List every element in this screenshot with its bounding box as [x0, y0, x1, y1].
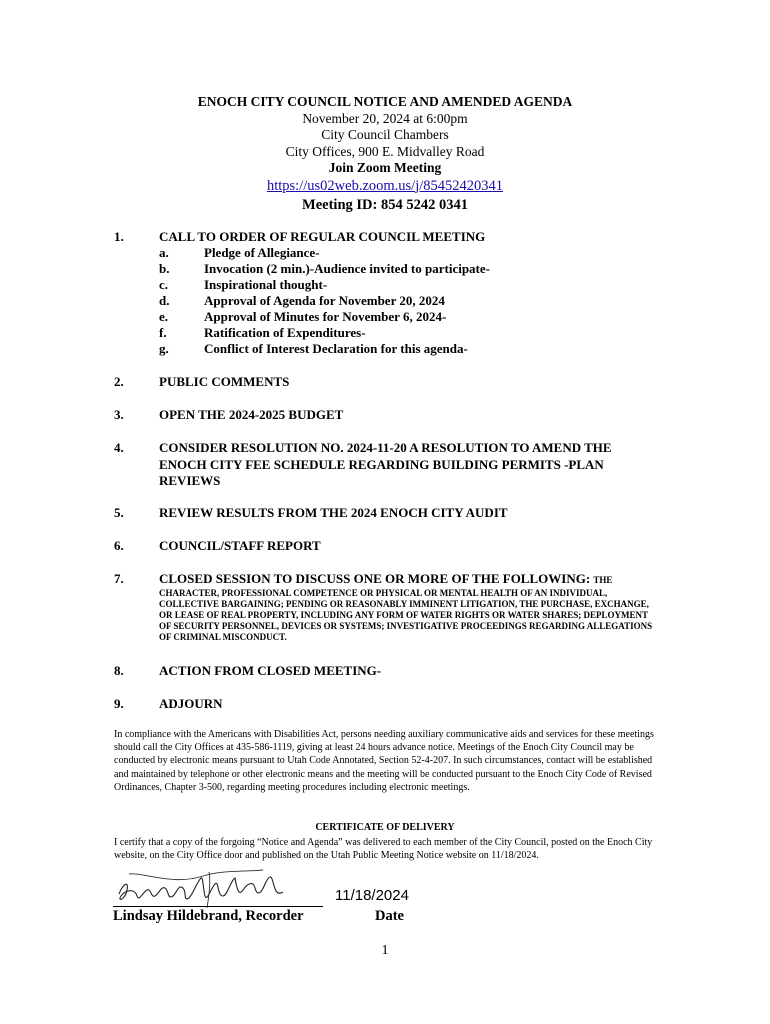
item-number: 7.: [114, 571, 124, 586]
item-text: ADJOURN: [159, 696, 223, 711]
closed-session-heading: CLOSED SESSION TO DISCUSS ONE OR MORE OF THE FOLLOWING:: [159, 571, 594, 586]
subitem-letter: g.: [159, 341, 169, 356]
subitem-letter: a.: [159, 245, 169, 260]
ada-notice: In compliance with the Americans with Disabilities Act, persons needing auxiliary communicative aids and services for these meetings should call the City Offices at 435-586-1119, giving at least 24 hours advance notice. Meetings of the Enoch City Council may be conducted by electronic means pursuant to Utah Code Annotated, Section 52-4-207. In such circumstances, contact will be established and maintained by telephone or other electronic means and the meeting will be conducted pursuant to the Enoch City Code of Revised Ordinances, Chapter 3-500, regarding meeting procedures including electronic meetings.: [114, 729, 654, 793]
item-number: 3.: [114, 407, 124, 422]
subitem-text: Approval of Agenda for November 20, 2024: [204, 293, 445, 308]
subitem-letter: e.: [159, 309, 169, 324]
subitem-text: Inspirational thought-: [204, 277, 328, 292]
item-number: 9.: [114, 696, 124, 711]
item-text: CONSIDER RESOLUTION NO. 2024-11-20 A RESOLUTION TO AMEND THE ENOCH CITY FEE SCHEDULE REGARDING BUILDING PERMITS -PLAN REVIEWS: [159, 440, 612, 488]
subitem-text: Ratification of Expenditures-: [204, 325, 366, 340]
signer-name: Lindsay Hildebrand, Recorder: [113, 908, 304, 924]
meeting-location: City Council Chambers: [321, 127, 449, 142]
date-label: Date: [375, 908, 404, 924]
certificate-title: CERTIFICATE OF DELIVERY: [315, 822, 455, 833]
zoom-label: Join Zoom Meeting: [328, 160, 442, 175]
item-text: PUBLIC COMMENTS: [159, 374, 290, 389]
subitem-text: Pledge of Allegiance-: [204, 245, 320, 260]
subitem-letter: f.: [159, 325, 167, 340]
signature-line: [113, 906, 323, 907]
meeting-address: City Offices, 900 E. Midvalley Road: [285, 143, 485, 159]
agenda-title: ENOCH CITY COUNCIL NOTICE AND AMENDED AGENDA: [197, 94, 573, 109]
item-number: 8.: [114, 663, 124, 678]
item-text: COUNCIL/STAFF REPORT: [159, 538, 321, 553]
closed-session-detail: CHARACTER, PROFESSIONAL COMPETENCE OR PHYSICAL OR MENTAL HEALTH OF AN INDIVIDUAL, COLLECTIVE BARGAINING; PENDING OR REASONABLY IMMINENT LITIGATION, THE PURCHASE, EXCHANGE, OR LEASE OF REAL PROPERTY, INCLUDING ANY FORM OF WATER RIGHTS OR WATER SHARES; DEPLOYMENT OF SECURITY PERSONNEL, DEVICES OR SYSTEMS; INVESTIGATIVE PROCEEDINGS REGARDING ALLEGATIONS OF CRIMINAL MISCONDUCT.: [159, 588, 653, 642]
signed-date: 11/18/2024: [335, 887, 409, 904]
zoom-link[interactable]: https://us02web.zoom.us/j/85452420341: [266, 177, 504, 194]
meeting-date: November 20, 2024 at 6:00pm: [302, 110, 468, 126]
certificate-text: I certify that a copy of the forgoing “Notice and Agenda” was delivered to each member of the City Council, posted on the Enoch City website, on the City Office door and published on the Utah Public Meeting Notice website on 11/18/2024.: [114, 837, 653, 862]
item-text: CALL TO ORDER OF REGULAR COUNCIL MEETING: [159, 229, 486, 244]
item-text: REVIEW RESULTS FROM THE 2024 ENOCH CITY AUDIT: [159, 505, 508, 520]
item-number: 6.: [114, 538, 124, 553]
subitem-letter: d.: [159, 293, 170, 308]
agenda-header: [0, 94, 770, 214]
subitem-text: Conflict of Interest Declaration for this agenda-: [204, 341, 468, 356]
item-text: ACTION FROM CLOSED MEETING-: [159, 663, 382, 678]
subitem-letter: c.: [159, 277, 169, 292]
item-number: 1.: [114, 229, 124, 244]
item-text: [159, 571, 659, 588]
item-number: 5.: [114, 505, 124, 520]
meeting-id: Meeting ID: 854 5242 0341: [302, 196, 468, 213]
subitem-text: Approval of Minutes for November 6, 2024-: [204, 309, 447, 324]
subitem-text: Invocation (2 min.)-Audience invited to participate-: [204, 261, 490, 276]
item-number: 4.: [114, 440, 124, 455]
subitem-letter: b.: [159, 261, 170, 276]
item-number: 2.: [114, 374, 124, 389]
item-text: OPEN THE 2024-2025 BUDGET: [159, 407, 344, 422]
page-number: 1: [381, 943, 389, 958]
closed-session-lead: THE: [593, 575, 613, 585]
